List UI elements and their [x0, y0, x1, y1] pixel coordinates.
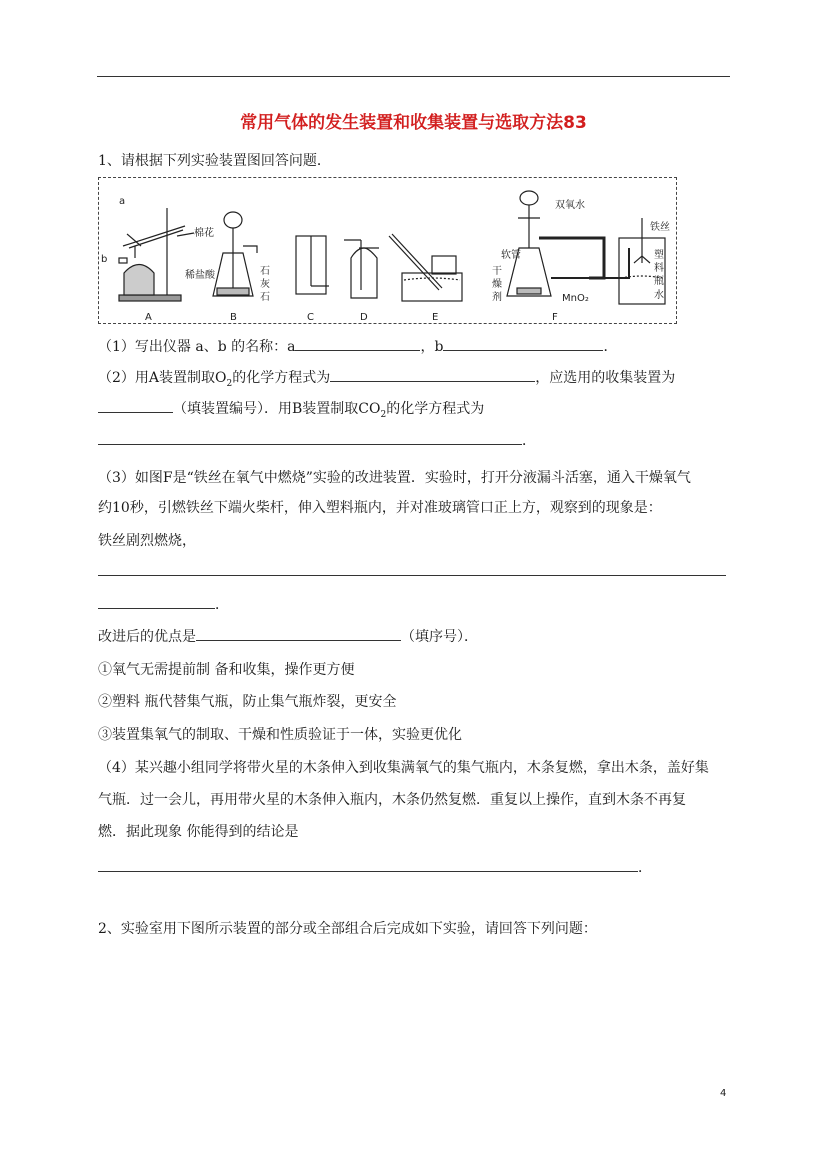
label-plastic-2: 料: [654, 263, 664, 274]
answer-blank-phenomenon-2[interactable]: [98, 594, 215, 609]
label-iron-wire: 铁丝: [650, 222, 670, 233]
q2-stem: 2、实验室用下图所示装置的部分或全部组合后完成如下实验，请回答下列问题：: [98, 921, 597, 937]
option-1: ①氧气无需提前制 备和收集，操作更方便: [98, 662, 355, 678]
header-rule: [97, 76, 730, 77]
apparatus-d: [344, 240, 379, 298]
label-E: E: [432, 312, 439, 323]
label-plastic-1: 塑: [654, 250, 664, 261]
apparatus-b: [213, 212, 257, 296]
answer-blank-a[interactable]: [295, 336, 420, 351]
answer-blank-o2-equation[interactable]: [330, 367, 535, 382]
answer-blank-co2-equation[interactable]: [98, 430, 522, 445]
label-desiccant-3: 剂: [492, 292, 502, 303]
label-C: C: [307, 312, 314, 323]
label-a: a: [119, 196, 126, 207]
page-title: 常用气体的发生装置和收集装置与选取方法83: [240, 113, 587, 133]
apparatus-figure: [98, 177, 677, 324]
q1-part2-line3: ．: [98, 430, 536, 450]
label-b: b: [101, 254, 108, 265]
answer-blank-phenomenon-1[interactable]: [98, 575, 726, 576]
label-mno2: MnO₂: [562, 293, 589, 304]
apparatus-c: [296, 236, 329, 294]
label-plastic-3: 瓶: [654, 276, 664, 287]
q1-part3-line3: 铁丝剧烈燃烧，: [98, 533, 196, 549]
answer-blank-advantage[interactable]: [196, 626, 401, 641]
label-B: B: [230, 312, 237, 323]
label-cotton: 棉花: [194, 228, 214, 239]
apparatus-e: [389, 234, 462, 301]
q1-part2-line2: （填装置编号）．用B装置制取$CO_2$的化学方程式为: [98, 398, 484, 420]
label-D: D: [360, 312, 368, 323]
q1-part3-line4: ．: [98, 594, 229, 614]
label-dilute-hcl: 稀盐酸: [185, 270, 215, 281]
apparatus-a: [119, 208, 194, 301]
q1-part4-line2: 气瓶．过一会儿，再用带火星的木条伸入瓶内，木条仍然复燃．重复以上操作，直到木条不再复: [98, 792, 686, 808]
label-desiccant-2: 燥: [492, 279, 502, 290]
label-desiccant-1: 干: [492, 266, 502, 277]
label-limestone-3: 石: [260, 292, 270, 303]
label-limestone-1: 石: [260, 266, 270, 277]
q1-part2-line1: （2）用A装置制取$O_2$的化学方程式为 ，应选用的收集装置为: [98, 367, 675, 389]
page-number: 4: [720, 1088, 727, 1099]
label-water: 水: [654, 290, 664, 301]
apparatus-f: [507, 191, 665, 304]
q1-part4-answer: ．: [98, 857, 652, 877]
q1-part1: （1）写出仪器 a、b 的名称：a ，b ．: [98, 336, 617, 356]
label-h2o2: 双氧水: [555, 200, 585, 211]
label-limestone-2: 灰: [260, 279, 270, 290]
label-F: F: [552, 312, 558, 323]
apparatus-drawing: [99, 178, 676, 323]
q1-part3-advantage: 改进后的优点是 （填序号）．: [98, 626, 478, 646]
q1-part4-line1: （4）某兴趣小组同学将带火星的木条伸入到收集满氧气的集气瓶内，木条复燃，拿出木条，盖好集: [98, 760, 709, 776]
option-2: ②塑料 瓶代替集气瓶，防止集气瓶炸裂，更安全: [98, 694, 397, 710]
answer-blank-conclusion[interactable]: [98, 857, 638, 872]
answer-blank-collection[interactable]: [98, 398, 173, 413]
label-A: A: [145, 312, 152, 323]
q1-part4-line3: 燃．据此现象 你能得到的结论是: [98, 824, 299, 840]
q1-part3-line1: （3）如图F是“铁丝在氧气中燃烧”实验的改进装置．实验时，打开分液漏斗活塞，通入干燥氧气: [98, 470, 691, 486]
answer-blank-b[interactable]: [443, 336, 603, 351]
label-hose: 软管: [501, 250, 521, 261]
q1-stem: 1、请根据下列实验装置图回答问题．: [98, 153, 331, 169]
q1-part3-line2: 约10秒，引燃铁丝下端火柴杆，伸入塑料瓶内，并对准玻璃管口正上方，观察到的现象是：: [98, 500, 662, 516]
option-3: ③装置集氧气的制取、干燥和性质验证于一体，实验更优化: [98, 727, 462, 743]
